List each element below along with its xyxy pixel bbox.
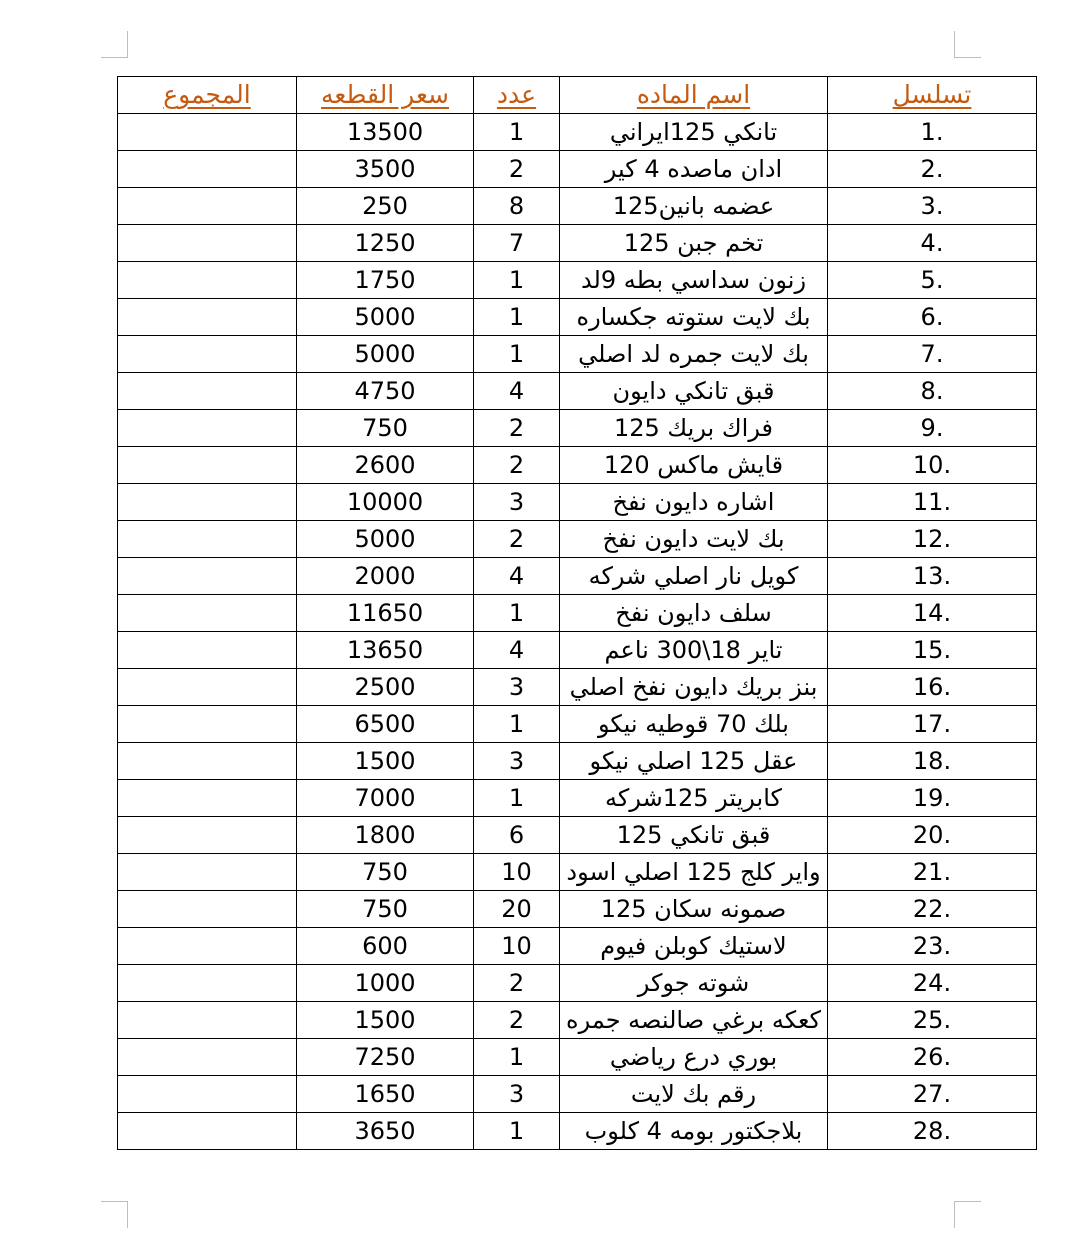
item-name-cell: رقم بك لايت bbox=[560, 1076, 828, 1113]
item-name-cell: قبق تانكي 125 bbox=[560, 817, 828, 854]
unit-price-cell: 2500 bbox=[297, 669, 474, 706]
count-cell: 1 bbox=[474, 114, 560, 151]
item-name-cell: تانكي 125ايراني bbox=[560, 114, 828, 151]
unit-price-cell: 600 bbox=[297, 928, 474, 965]
table-row bbox=[118, 447, 1037, 484]
unit-price-cell: 10000 bbox=[297, 484, 474, 521]
table-row bbox=[118, 780, 1037, 817]
total-cell bbox=[118, 928, 297, 965]
count-cell: 1 bbox=[474, 780, 560, 817]
unit-price-cell: 4750 bbox=[297, 373, 474, 410]
serial-cell: 12. bbox=[828, 521, 1037, 558]
unit-price-cell: 13650 bbox=[297, 632, 474, 669]
header-serial: تسلسل bbox=[828, 77, 1037, 114]
serial-cell: 4. bbox=[828, 225, 1037, 262]
item-name-cell: بك لايت ستوته جكساره bbox=[560, 299, 828, 336]
unit-price-cell: 5000 bbox=[297, 336, 474, 373]
total-cell bbox=[118, 299, 297, 336]
item-name-cell: بلاجكتور بومه 4 كلوب bbox=[560, 1113, 828, 1150]
count-cell: 1 bbox=[474, 262, 560, 299]
page-corner-mark-top-right bbox=[954, 31, 981, 58]
table-row bbox=[118, 928, 1037, 965]
serial-cell: 15. bbox=[828, 632, 1037, 669]
item-name-cell: كابريتر 125شركه bbox=[560, 780, 828, 817]
serial-cell: 19. bbox=[828, 780, 1037, 817]
item-name-cell: عضمه بانين125 bbox=[560, 188, 828, 225]
item-name-cell: اشاره دايون نفخ bbox=[560, 484, 828, 521]
total-cell bbox=[118, 780, 297, 817]
total-cell bbox=[118, 447, 297, 484]
count-cell: 7 bbox=[474, 225, 560, 262]
item-name-cell: زنون سداسي بطه 9لد bbox=[560, 262, 828, 299]
page-corner-mark-bottom-left bbox=[101, 1201, 128, 1228]
total-cell bbox=[118, 484, 297, 521]
unit-price-cell: 1250 bbox=[297, 225, 474, 262]
table-row bbox=[118, 706, 1037, 743]
unit-price-cell: 2000 bbox=[297, 558, 474, 595]
total-cell bbox=[118, 595, 297, 632]
item-name-cell: تاير 18\300 ناعم bbox=[560, 632, 828, 669]
table-row bbox=[118, 521, 1037, 558]
table-row bbox=[118, 558, 1037, 595]
table-body bbox=[118, 114, 1037, 1150]
serial-cell: 5. bbox=[828, 262, 1037, 299]
table-row bbox=[118, 632, 1037, 669]
count-cell: 1 bbox=[474, 336, 560, 373]
serial-cell: 27. bbox=[828, 1076, 1037, 1113]
count-cell: 4 bbox=[474, 632, 560, 669]
unit-price-cell: 5000 bbox=[297, 521, 474, 558]
total-cell bbox=[118, 706, 297, 743]
total-cell bbox=[118, 188, 297, 225]
total-cell bbox=[118, 891, 297, 928]
count-cell: 3 bbox=[474, 1076, 560, 1113]
table-row bbox=[118, 817, 1037, 854]
serial-cell: 22. bbox=[828, 891, 1037, 928]
serial-cell: 18. bbox=[828, 743, 1037, 780]
item-name-cell: بك لايت دايون نفخ bbox=[560, 521, 828, 558]
table-row bbox=[118, 965, 1037, 1002]
unit-price-cell: 1750 bbox=[297, 262, 474, 299]
unit-price-cell: 13500 bbox=[297, 114, 474, 151]
header-item-name: اسم الماده bbox=[560, 77, 828, 114]
serial-cell: 24. bbox=[828, 965, 1037, 1002]
unit-price-cell: 1500 bbox=[297, 743, 474, 780]
total-cell bbox=[118, 1076, 297, 1113]
unit-price-cell: 750 bbox=[297, 854, 474, 891]
total-cell bbox=[118, 1113, 297, 1150]
count-cell: 3 bbox=[474, 743, 560, 780]
table-row bbox=[118, 1039, 1037, 1076]
item-name-cell: سلف دايون نفخ bbox=[560, 595, 828, 632]
serial-cell: 20. bbox=[828, 817, 1037, 854]
count-cell: 3 bbox=[474, 484, 560, 521]
unit-price-cell: 1000 bbox=[297, 965, 474, 1002]
serial-cell: 8. bbox=[828, 373, 1037, 410]
count-cell: 2 bbox=[474, 410, 560, 447]
total-cell bbox=[118, 669, 297, 706]
header-unit-price: سعر القطعه bbox=[297, 77, 474, 114]
count-cell: 1 bbox=[474, 1039, 560, 1076]
count-cell: 4 bbox=[474, 373, 560, 410]
table-row bbox=[118, 891, 1037, 928]
table-row bbox=[118, 410, 1037, 447]
serial-cell: 26. bbox=[828, 1039, 1037, 1076]
serial-cell: 11. bbox=[828, 484, 1037, 521]
total-cell bbox=[118, 558, 297, 595]
serial-cell: 7. bbox=[828, 336, 1037, 373]
unit-price-cell: 3650 bbox=[297, 1113, 474, 1150]
serial-cell: 28. bbox=[828, 1113, 1037, 1150]
count-cell: 2 bbox=[474, 965, 560, 1002]
table-row bbox=[118, 114, 1037, 151]
total-cell bbox=[118, 854, 297, 891]
unit-price-cell: 750 bbox=[297, 410, 474, 447]
item-name-cell: كعكه برغي صالنصه جمره bbox=[560, 1002, 828, 1039]
table-row bbox=[118, 669, 1037, 706]
total-cell bbox=[118, 151, 297, 188]
serial-cell: 6. bbox=[828, 299, 1037, 336]
total-cell bbox=[118, 632, 297, 669]
count-cell: 1 bbox=[474, 299, 560, 336]
page-corner-mark-bottom-right bbox=[954, 1201, 981, 1228]
unit-price-cell: 11650 bbox=[297, 595, 474, 632]
count-cell: 1 bbox=[474, 1113, 560, 1150]
unit-price-cell: 6500 bbox=[297, 706, 474, 743]
unit-price-cell: 750 bbox=[297, 891, 474, 928]
page-corner-mark-top-left bbox=[101, 31, 128, 58]
total-cell bbox=[118, 225, 297, 262]
unit-price-cell: 1800 bbox=[297, 817, 474, 854]
total-cell bbox=[118, 817, 297, 854]
unit-price-cell: 2600 bbox=[297, 447, 474, 484]
table-row bbox=[118, 484, 1037, 521]
serial-cell: 23. bbox=[828, 928, 1037, 965]
serial-cell: 14. bbox=[828, 595, 1037, 632]
table-row bbox=[118, 188, 1037, 225]
header-total: المجموع bbox=[118, 77, 297, 114]
count-cell: 2 bbox=[474, 521, 560, 558]
count-cell: 2 bbox=[474, 1002, 560, 1039]
total-cell bbox=[118, 373, 297, 410]
table-header-row bbox=[118, 77, 1037, 114]
total-cell bbox=[118, 410, 297, 447]
serial-cell: 10. bbox=[828, 447, 1037, 484]
total-cell bbox=[118, 114, 297, 151]
serial-cell: 13. bbox=[828, 558, 1037, 595]
unit-price-cell: 250 bbox=[297, 188, 474, 225]
count-cell: 1 bbox=[474, 706, 560, 743]
header-count: عدد bbox=[474, 77, 560, 114]
table-row bbox=[118, 1076, 1037, 1113]
count-cell: 10 bbox=[474, 928, 560, 965]
unit-price-cell: 7000 bbox=[297, 780, 474, 817]
item-name-cell: قايش ماكس 120 bbox=[560, 447, 828, 484]
total-cell bbox=[118, 1039, 297, 1076]
serial-cell: 1. bbox=[828, 114, 1037, 151]
table-row bbox=[118, 743, 1037, 780]
count-cell: 8 bbox=[474, 188, 560, 225]
table-row bbox=[118, 262, 1037, 299]
item-name-cell: فراك بريك 125 bbox=[560, 410, 828, 447]
table-row bbox=[118, 1113, 1037, 1150]
table-row bbox=[118, 373, 1037, 410]
table-row bbox=[118, 854, 1037, 891]
count-cell: 4 bbox=[474, 558, 560, 595]
serial-cell: 3. bbox=[828, 188, 1037, 225]
unit-price-cell: 1500 bbox=[297, 1002, 474, 1039]
serial-cell: 2. bbox=[828, 151, 1037, 188]
total-cell bbox=[118, 743, 297, 780]
item-name-cell: قبق تانكي دايون bbox=[560, 373, 828, 410]
total-cell bbox=[118, 521, 297, 558]
count-cell: 1 bbox=[474, 595, 560, 632]
item-name-cell: بوري درع رياضي bbox=[560, 1039, 828, 1076]
item-name-cell: بنز بريك دايون نفخ اصلي bbox=[560, 669, 828, 706]
serial-cell: 16. bbox=[828, 669, 1037, 706]
table-row bbox=[118, 336, 1037, 373]
total-cell bbox=[118, 1002, 297, 1039]
count-cell: 20 bbox=[474, 891, 560, 928]
item-name-cell: صمونه سكان 125 bbox=[560, 891, 828, 928]
item-name-cell: بك لايت جمره لد اصلي bbox=[560, 336, 828, 373]
item-name-cell: واير كلج 125 اصلي اسود bbox=[560, 854, 828, 891]
item-name-cell: كويل نار اصلي شركه bbox=[560, 558, 828, 595]
unit-price-cell: 3500 bbox=[297, 151, 474, 188]
item-name-cell: ادان ماصده 4 كير bbox=[560, 151, 828, 188]
unit-price-cell: 7250 bbox=[297, 1039, 474, 1076]
serial-cell: 25. bbox=[828, 1002, 1037, 1039]
parts-table bbox=[117, 76, 1037, 1150]
serial-cell: 9. bbox=[828, 410, 1037, 447]
count-cell: 6 bbox=[474, 817, 560, 854]
count-cell: 10 bbox=[474, 854, 560, 891]
total-cell bbox=[118, 965, 297, 1002]
unit-price-cell: 5000 bbox=[297, 299, 474, 336]
table-row bbox=[118, 1002, 1037, 1039]
serial-cell: 21. bbox=[828, 854, 1037, 891]
table-row bbox=[118, 151, 1037, 188]
item-name-cell: لاستيك كوبلن فيوم bbox=[560, 928, 828, 965]
serial-cell: 17. bbox=[828, 706, 1037, 743]
total-cell bbox=[118, 262, 297, 299]
item-name-cell: تخم جبن 125 bbox=[560, 225, 828, 262]
count-cell: 3 bbox=[474, 669, 560, 706]
unit-price-cell: 1650 bbox=[297, 1076, 474, 1113]
total-cell bbox=[118, 336, 297, 373]
item-name-cell: عقل 125 اصلي نيكو bbox=[560, 743, 828, 780]
table-row bbox=[118, 225, 1037, 262]
count-cell: 2 bbox=[474, 151, 560, 188]
table-row bbox=[118, 595, 1037, 632]
item-name-cell: شوته جوكر bbox=[560, 965, 828, 1002]
count-cell: 2 bbox=[474, 447, 560, 484]
item-name-cell: بلك 70 قوطيه نيكو bbox=[560, 706, 828, 743]
table-row bbox=[118, 299, 1037, 336]
